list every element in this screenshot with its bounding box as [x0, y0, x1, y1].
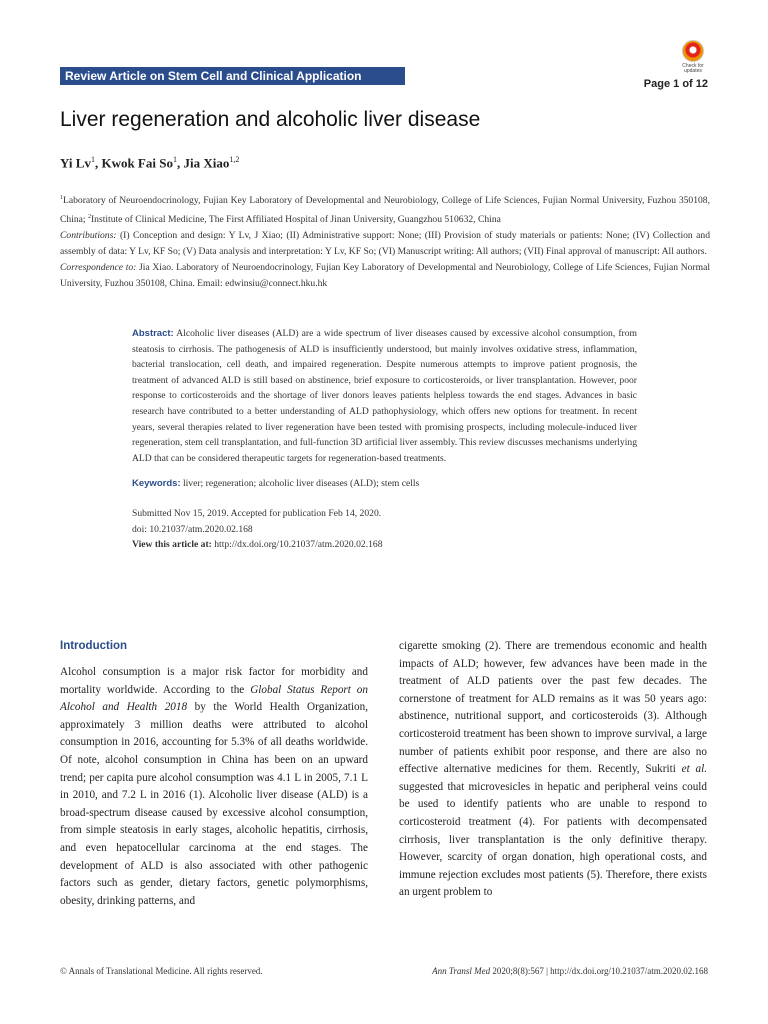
intro-text: suggested that microvesicles in hepatic and peripheral veins could be used to identify patients who are unable to respond to corticosteroid treatment (4). For patients with decompensated cirrhosis, liver transplantation is the only definitive therapy. However, scarcity of organ donation, high operational costs, and immune rejection excludes most patients (5). Therefore, there exists an urgent problem to [399, 780, 707, 899]
intro-text: by the World Health Organization, approximately 3 million deaths were attributed to alcohol consumption in 2016, accounting for 5.3% of all deaths worldwide. Of note, alcohol consumption in China has been on an upward trend; per capita pure alcohol consumption was 4.1 L in 2005, 7.1 L in 2010, and 7.2 L in 2016 (1). Alcoholic liver disease (ALD) is a broad-spectrum disease caused by excessive alcohol consumption, from simple steatosis in early stages, alcoholic hepatitis, cirrhosis, and even hepatocellular carcinoma at the end stages. The development of ALD is also associated with other pathogenic factors such as gender, dietary factors, genetic polymorphisms, obesity, drinking patterns, and [60, 701, 369, 907]
affil-sup-1: 1 [60, 195, 63, 201]
submission-dates: Submitted Nov 15, 2019. Accepted for publication Feb 14, 2020. [132, 507, 382, 519]
journal-abbrev: Ann Transl Med [432, 966, 491, 976]
author-separator: , [94, 155, 102, 171]
view-article-link[interactable]: http://dx.doi.org/10.21037/atm.2020.02.168 [211, 539, 383, 551]
author-name: Jia Xiao [183, 155, 230, 171]
author-affil-sup: 1,2 [229, 155, 240, 164]
body-column-right [399, 638, 707, 902]
abstract-block [132, 326, 637, 553]
footer-citation [432, 966, 708, 976]
check-for-updates-icon [682, 40, 704, 62]
body-column-left [60, 664, 368, 910]
author-affil-sup: 1 [90, 155, 95, 164]
abstract-label: Abstract: [132, 328, 174, 339]
affiliations-block [60, 190, 710, 292]
abstract-text: Alcoholic liver diseases (ALD) are a wide spectrum of liver diseases caused by excessive alcohol consumption, from steatosis to cirrhosis. The pathogenesis of ALD is insufficiently understood, but mainly involves oxidative stress, inflammation, bacterial translocation, cell death, and impaired regeneration. Despite numerous attempts to improve patient prognosis, the treatment of advanced ALD is still based on abstinence, brief exposure to corticosteroids, or liver transplantation. However, poor response to corticosteroids and the shortage of liver donors leaves patients helpless towards the end stages. Advances in basic research have contributed to a better understanding of ALD pathophysiology, which offers new options for treatment. In recent years, several therapies related to liver regeneration have been tested with promising prospects, including molecule-induced liver regeneration, stem cell transplantation, and full-function 3D artificial liver assembly. This review discusses mechanisms underlying ALD that can be considered therapeutic targets for regeneration-based treatments. [132, 328, 637, 464]
intro-text: Alcohol consumption is a major risk factor for morbidity and mortality worldwide. According to the [60, 666, 368, 696]
author-name: Yi Lv [60, 155, 91, 171]
affil-sup-2: 2 [87, 214, 91, 221]
doi: doi: 10.21037/atm.2020.02.168 [132, 523, 253, 535]
intro-paragraph-1 [60, 664, 368, 910]
keywords [132, 476, 637, 492]
view-article-label: View this article at: [132, 539, 212, 551]
contributions-label: Contributions: [60, 230, 117, 242]
view-article [132, 537, 637, 553]
author-name: Kwok Fai So [101, 155, 173, 171]
affil-text-1: Laboratory of Neuroendocrinology, Fujian Key Laboratory of Developmental and Neurobiology, College of Life Sciences, Fujian Normal University, Fuzhou 350108, China; [60, 195, 710, 226]
correspondence [60, 260, 710, 292]
page-number: Page 1 of 12 [643, 78, 708, 90]
keywords-text: liver; regeneration; alcoholic liver diseases (ALD); stem cells [180, 478, 420, 490]
author-list [60, 155, 239, 171]
correspondence-text: Jia Xiao. Laboratory of Neuroendocrinology, Fujian Key Laboratory of Developmental and Neurobiology, College of Life Sciences, Fujian Normal University, Fuzhou 350108, China. Email: edwinsiu@connect.hku.hk [60, 262, 711, 290]
author-affil-sup: 1 [172, 155, 177, 164]
footer-copyright: © Annals of Translational Medicine. All rights reserved. [60, 966, 263, 976]
correspondence-label: Correspondence to: [60, 262, 137, 274]
intro-paragraph-1-cont [399, 638, 707, 902]
report-title: Global Status Report on Alcohol and Health 2018 [60, 683, 368, 714]
article-title: Liver regeneration and alcoholic liver disease [60, 108, 481, 131]
affiliations [60, 190, 710, 228]
author-separator: , [176, 155, 184, 171]
intro-text: cigarette smoking (2). There are tremendous economic and health impacts of ALD; however, few advances have been made in the treatment of ALD patients over the past few decades. The cornerstone of treatment for ALD remains as it was 50 years ago: abstinence, nutritional support, and corticosteroids (3). Although corticosteroid treatment has been shown to improve survival, a large number of patients exhibit poor response, and there are also no effective alternative medicines for them. Recently, Sukriti [399, 640, 707, 776]
citation-text: 2020;8(8):567 | http://dx.doi.org/10.21037/atm.2020.02.168 [490, 966, 708, 976]
abstract [132, 326, 637, 466]
et-al: et al. [681, 763, 707, 776]
article-type-banner: Review Article on Stem Cell and Clinical Application [60, 67, 405, 85]
contributions [60, 228, 710, 260]
affil-text-2: Institute of Clinical Medicine, The First Affiliated Hospital of Jinan University, Guangzhou 510632, China [90, 214, 501, 226]
badge-label: Check for updates [682, 63, 704, 74]
contributions-text: (I) Conception and design: Y Lv, J Xiao; (II) Administrative support: None; (III) Provision of study materials or patients: None; (IV) Collection and assembly of data: Y Lv, KF So; (V) Data analysis and interpretation: Y Lv, KF So; (VI) Manuscript writing: All authors; (VII) Final approval of manuscript: All authors. [60, 230, 710, 258]
section-heading-introduction: Introduction [60, 640, 128, 652]
keywords-label: Keywords: [132, 478, 181, 490]
check-for-updates-badge[interactable] [678, 40, 708, 74]
